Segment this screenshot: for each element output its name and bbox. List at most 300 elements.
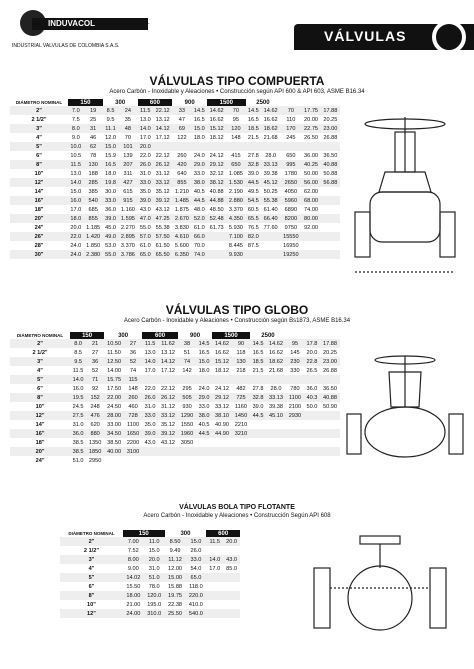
value-cell: 33.12: [158, 411, 178, 420]
value-cell: 6890: [284, 206, 298, 213]
value-cell: 120: [226, 124, 245, 133]
value-cell: 11.0: [144, 537, 165, 546]
value-cell: 9750: [284, 224, 298, 231]
value-cell: 650: [286, 152, 296, 159]
value-cell: [158, 447, 178, 456]
value-cell: [223, 600, 240, 609]
value-cell: 19250: [280, 250, 301, 259]
value-cell: 14.62: [207, 106, 226, 115]
value-cell: 28.0: [270, 385, 282, 392]
value-cell: 26.5: [306, 367, 318, 374]
value-cell: 56.88: [321, 178, 340, 187]
value-cell: 14.02: [123, 573, 144, 582]
value-cell: 148: [128, 385, 138, 392]
table-row: [10, 232, 340, 241]
value-cell: 14.5: [250, 339, 266, 348]
company-name: INDUSTRIAL VALVULAS DE COLOMBIA S.A.S.: [12, 43, 120, 49]
value-cell: [212, 375, 232, 384]
value-cell: 33.0: [142, 411, 158, 420]
value-cell: 20.25: [323, 116, 338, 123]
value-cell: 26.12: [153, 160, 172, 169]
gate-subtitle: Acero Carbón - Inoxidable y Aleaciones • Construcción según API 600 & API 603, ASME B16.34: [109, 89, 365, 95]
value-cell: 48: [118, 124, 137, 133]
value-cell: 24.12: [215, 385, 230, 392]
value-cell: 31.0: [144, 403, 156, 410]
value-cell: 25.50: [165, 609, 186, 618]
value-cell: 14.5: [192, 106, 208, 115]
value-cell: 61.0: [139, 242, 151, 249]
value-cell: 310.0: [144, 609, 165, 618]
size-cell: 2 1/2": [31, 116, 47, 123]
value-cell: 38.5: [70, 447, 86, 456]
value-cell: 21.00: [126, 601, 141, 608]
section-banner: [294, 24, 474, 50]
value-cell: 74: [178, 357, 196, 366]
value-cell: 615: [123, 188, 133, 195]
value-cell: [196, 447, 212, 456]
value-cell: 36.50: [323, 152, 338, 159]
value-cell: [178, 456, 196, 465]
value-cell: [286, 429, 304, 438]
size-cell: 6": [37, 385, 43, 392]
value-cell: [223, 609, 240, 618]
value-cell: 28.00: [104, 411, 124, 420]
value-cell: 9.5: [70, 357, 86, 366]
value-cell: 78: [90, 152, 97, 159]
value-cell: 38.50: [107, 439, 122, 446]
value-cell: [206, 591, 223, 600]
value-cell: 8.5: [103, 106, 119, 115]
size-cell: 14": [35, 421, 45, 428]
value-cell: 9.49: [169, 547, 181, 554]
size-cell: 14": [34, 188, 44, 195]
value-cell: 1160: [234, 403, 247, 410]
value-cell: 39.12: [153, 196, 172, 205]
value-cell: 8.0: [68, 124, 84, 133]
value-cell: 61.73: [209, 224, 224, 231]
class-header: 600: [142, 332, 178, 339]
value-cell: 9.0: [71, 134, 80, 141]
value-cell: [196, 438, 212, 447]
value-cell: 33.12: [153, 178, 172, 187]
value-cell: 2200: [126, 439, 140, 446]
value-cell: 130: [232, 357, 250, 366]
value-cell: 18.0: [193, 134, 205, 141]
value-cell: 90: [232, 339, 250, 348]
value-cell: 15.0: [196, 357, 212, 366]
table-row: [10, 357, 340, 366]
value-cell: 1350: [88, 439, 102, 446]
value-cell: [158, 375, 178, 384]
size-cell: 4": [88, 565, 95, 572]
table-row: [10, 142, 340, 151]
value-cell: [301, 232, 320, 241]
value-cell: 24.0: [198, 385, 210, 392]
value-cell: 26.12: [158, 393, 178, 402]
value-cell: 11.50: [107, 349, 121, 356]
value-cell: 3.786: [118, 250, 137, 259]
value-cell: 15.0: [185, 537, 206, 546]
value-cell: 14.62: [261, 106, 280, 115]
value-cell: 92.00: [304, 224, 319, 231]
size-cell: 3": [10, 357, 70, 366]
value-cell: 44.5: [192, 196, 208, 205]
table-row: [10, 187, 340, 196]
value-cell: 17.75: [301, 106, 320, 115]
value-cell: 2950: [88, 457, 102, 464]
value-cell: 24.5: [72, 403, 84, 410]
size-cell: 12": [10, 411, 70, 420]
table-row: [60, 600, 240, 609]
globe-subtitle: Acero Carbón - Inoxidable y Aleaciones • Construcción según Bs1873, ASME B16.34: [123, 318, 351, 324]
ball-valve-drawing: [300, 528, 460, 648]
class-header: 1500: [207, 99, 246, 106]
value-cell: [207, 241, 226, 250]
value-cell: [250, 429, 266, 438]
table-row: [60, 537, 240, 546]
value-cell: [212, 438, 232, 447]
value-cell: 18.00: [123, 591, 144, 600]
value-cell: 145: [290, 349, 300, 356]
value-cell: 15.0: [148, 547, 160, 554]
value-cell: 5960: [280, 196, 301, 205]
value-cell: [304, 438, 320, 447]
value-cell: 285: [84, 178, 103, 187]
value-cell: 22.8: [304, 357, 320, 366]
value-cell: 15.9: [105, 152, 116, 159]
value-cell: 118.0: [189, 583, 203, 590]
value-cell: 3100: [124, 447, 142, 456]
value-cell: 19: [84, 106, 103, 115]
class-header: 600: [138, 99, 173, 106]
value-cell: 26.0: [142, 393, 158, 402]
value-cell: [226, 142, 245, 151]
value-cell: 35.12: [155, 188, 170, 195]
value-cell: 6.350: [172, 250, 191, 259]
value-cell: [320, 420, 340, 429]
table-row: [10, 205, 340, 214]
value-cell: 18.62: [261, 124, 280, 133]
gate-title: VÁLVULAS TIPO COMPUERTA: [149, 74, 325, 88]
value-cell: 50.0: [306, 403, 318, 410]
value-cell: 230: [286, 357, 304, 366]
value-cell: 2.270: [120, 224, 135, 231]
value-cell: 27: [92, 349, 99, 356]
value-cell: 14.62: [212, 339, 232, 348]
value-cell: 38.0: [196, 411, 212, 420]
value-cell: 44.5: [196, 429, 212, 438]
size-cell: 3": [10, 124, 68, 133]
value-cell: 930: [182, 403, 192, 410]
value-cell: 24.00: [123, 609, 144, 618]
value-cell: 2.190: [228, 188, 243, 195]
value-cell: [158, 456, 178, 465]
value-cell: 33.13: [266, 393, 286, 402]
value-cell: 29.0: [192, 160, 208, 169]
value-cell: 1.595: [118, 214, 137, 223]
value-cell: 11.1: [103, 124, 119, 133]
value-cell: 31.12: [155, 170, 170, 177]
value-cell: [320, 438, 340, 447]
class-header: 2500: [246, 99, 281, 106]
value-cell: [250, 447, 266, 456]
value-cell: [286, 456, 304, 465]
value-cell: 92: [92, 385, 99, 392]
size-header: DIÁMETRO NOMINAL: [10, 332, 70, 339]
value-cell: 7.5: [71, 116, 80, 123]
value-cell: [250, 375, 266, 384]
value-cell: 8200: [280, 214, 301, 223]
value-cell: 35.0: [139, 188, 151, 195]
value-cell: 10.5: [70, 152, 82, 159]
value-cell: 14.0: [138, 124, 154, 133]
value-cell: 101: [118, 142, 137, 151]
value-cell: 22.38: [168, 601, 183, 608]
value-cell: 3210: [232, 429, 250, 438]
value-cell: 70: [124, 134, 132, 141]
value-cell: 39.0: [252, 403, 264, 410]
table-row: [10, 375, 340, 384]
class-header: 300: [104, 332, 142, 339]
value-cell: 855: [84, 214, 103, 223]
value-cell: 1.420: [84, 232, 103, 241]
value-cell: 855: [172, 178, 191, 187]
table-row: [10, 169, 340, 178]
value-cell: 620: [90, 421, 100, 428]
value-cell: [301, 142, 320, 151]
value-cell: [207, 250, 226, 259]
value-cell: 47.25: [153, 214, 172, 223]
table-row: [10, 133, 340, 142]
value-cell: 80.00: [301, 214, 320, 223]
value-cell: 148: [231, 134, 241, 141]
value-cell: 40.25: [301, 160, 320, 169]
value-cell: 36: [129, 349, 137, 356]
value-cell: 40.90: [215, 421, 230, 428]
value-cell: [153, 142, 172, 151]
table-row: [60, 591, 240, 600]
value-cell: 51: [183, 349, 191, 356]
value-cell: 15.75: [104, 375, 124, 384]
value-cell: [206, 582, 223, 591]
value-cell: 57.50: [153, 232, 172, 241]
value-cell: 22.00: [104, 393, 124, 402]
value-cell: 1780: [284, 170, 298, 177]
value-cell: 65.50: [153, 250, 172, 259]
value-cell: [232, 438, 250, 447]
value-cell: [172, 142, 191, 151]
logo-text: INDUVACOL: [32, 18, 148, 30]
value-cell: 3050: [180, 439, 194, 446]
value-cell: 17.88: [320, 339, 340, 348]
value-cell: 40.3: [304, 393, 320, 402]
value-cell: [304, 420, 320, 429]
value-cell: [304, 456, 320, 465]
value-cell: 39.0: [247, 170, 259, 177]
size-cell: 5": [60, 573, 123, 582]
value-cell: 311: [123, 170, 133, 177]
value-cell: 38.12: [207, 178, 226, 187]
value-cell: 188: [88, 170, 98, 177]
value-cell: 39.0: [103, 214, 119, 223]
value-cell: 22.0: [139, 152, 151, 159]
gate-table: [10, 99, 340, 259]
value-cell: 74.00: [304, 206, 319, 213]
value-cell: 728: [124, 411, 142, 420]
value-cell: 13.12: [155, 116, 170, 123]
value-cell: 17.0: [139, 134, 151, 141]
value-cell: [124, 456, 142, 465]
value-cell: 17.12: [161, 367, 176, 374]
table-row: [60, 609, 240, 618]
value-cell: 52.0: [192, 214, 208, 223]
value-cell: 54.0: [190, 565, 202, 572]
value-cell: 16.62: [209, 116, 224, 123]
value-cell: 50.25: [263, 188, 278, 195]
value-cell: 33.0: [138, 178, 154, 187]
value-cell: 26.88: [323, 134, 338, 141]
value-cell: [178, 447, 196, 456]
size-cell: 20": [10, 214, 68, 223]
size-cell: 24": [35, 457, 45, 464]
value-cell: 14.62: [266, 339, 286, 348]
table-row: [10, 241, 340, 250]
value-cell: 1960: [178, 429, 196, 438]
size-header: DIÁMETRO NOMINAL: [60, 530, 123, 537]
value-cell: [320, 375, 340, 384]
value-cell: 48.0: [193, 206, 205, 213]
value-cell: 31.12: [161, 403, 176, 410]
table-row: [10, 124, 340, 133]
value-cell: 415: [231, 152, 241, 159]
value-cell: 18.0: [68, 214, 84, 223]
value-cell: 20.0: [70, 224, 82, 231]
value-cell: 13.0: [139, 116, 151, 123]
size-cell: 20": [10, 447, 70, 456]
value-cell: [104, 456, 124, 465]
value-cell: 82.0: [246, 232, 262, 241]
table-row: [10, 214, 340, 223]
value-cell: 780: [290, 385, 300, 392]
size-cell: 8": [10, 160, 68, 169]
value-cell: 33: [172, 106, 191, 115]
value-cell: 15.00: [165, 573, 186, 582]
table-row: [60, 546, 240, 555]
value-cell: 16.62: [263, 116, 278, 123]
globe-title: VÁLVULAS TIPO GLOBO: [165, 303, 309, 317]
value-cell: [321, 205, 340, 214]
company-logo: [12, 10, 182, 58]
value-cell: 33.0: [198, 403, 210, 410]
value-cell: 36.50: [323, 385, 337, 392]
value-cell: 52: [92, 367, 99, 374]
value-cell: [142, 456, 158, 465]
value-cell: [250, 456, 266, 465]
value-cell: 17.50: [107, 385, 122, 392]
table-row: [10, 348, 340, 357]
value-cell: 15.88: [168, 583, 183, 590]
class-header: 150: [70, 332, 104, 339]
value-cell: 1550: [180, 421, 194, 428]
table-row: [10, 420, 340, 429]
value-cell: 39.0: [138, 196, 154, 205]
value-cell: 43.12: [155, 206, 170, 213]
value-cell: [196, 375, 212, 384]
section-title: VÁLVULAS: [324, 28, 407, 44]
value-cell: 14.0: [206, 555, 223, 564]
value-cell: 482: [236, 385, 246, 392]
value-cell: [196, 456, 212, 465]
value-cell: 43.0: [144, 439, 156, 446]
value-cell: 1.085: [228, 170, 243, 177]
value-cell: 13.0: [70, 170, 82, 177]
value-cell: 74: [129, 367, 137, 374]
value-cell: 16.5: [247, 116, 259, 123]
value-cell: 170: [280, 124, 301, 133]
table-row: [10, 447, 340, 456]
value-cell: [250, 420, 266, 429]
value-cell: 17.0: [209, 565, 221, 572]
value-cell: 53.0: [105, 242, 116, 249]
value-cell: [266, 447, 286, 456]
size-cell: 18": [35, 439, 45, 446]
value-cell: 540: [84, 196, 103, 205]
value-cell: 18.0: [105, 170, 116, 177]
value-cell: [206, 609, 223, 618]
table-row: [10, 160, 340, 169]
value-cell: 52: [124, 357, 142, 366]
value-cell: 20.00: [304, 116, 319, 123]
value-cell: 880: [86, 429, 104, 438]
value-cell: 195.0: [147, 601, 162, 608]
table-row: [10, 429, 340, 438]
value-cell: 16.5: [103, 160, 119, 169]
value-cell: 8.0: [70, 339, 86, 348]
value-cell: [223, 546, 240, 555]
value-cell: 51.0: [72, 457, 84, 464]
value-cell: 427: [118, 178, 137, 187]
value-cell: 18.5: [250, 357, 266, 366]
value-cell: [320, 447, 340, 456]
table-row: [60, 573, 240, 582]
value-cell: 60.5: [247, 206, 259, 213]
value-cell: 17.8: [304, 339, 320, 348]
value-cell: 1.485: [172, 196, 191, 205]
size-cell: 10": [87, 601, 96, 608]
value-cell: 1.530: [226, 178, 245, 187]
value-cell: 17.0: [144, 367, 156, 374]
value-cell: 12.50: [104, 357, 124, 366]
value-cell: 1.185: [86, 224, 101, 231]
value-cell: 31.0: [139, 170, 151, 177]
value-cell: [223, 582, 240, 591]
value-cell: 995: [280, 160, 301, 169]
size-cell: 24": [34, 224, 44, 231]
value-cell: 260: [177, 152, 187, 159]
value-cell: 10.50: [104, 339, 124, 348]
value-cell: [266, 375, 286, 384]
value-cell: 13.0: [144, 349, 156, 356]
value-cell: 35.0: [144, 421, 156, 428]
value-cell: 78.0: [148, 583, 160, 590]
value-cell: 24.50: [107, 403, 122, 410]
value-cell: 19.75: [165, 591, 186, 600]
value-cell: 45.0: [105, 224, 116, 231]
size-cell: 2": [10, 106, 68, 115]
value-cell: 15550: [280, 232, 301, 241]
value-cell: 2930: [286, 411, 304, 420]
value-cell: [212, 456, 232, 465]
